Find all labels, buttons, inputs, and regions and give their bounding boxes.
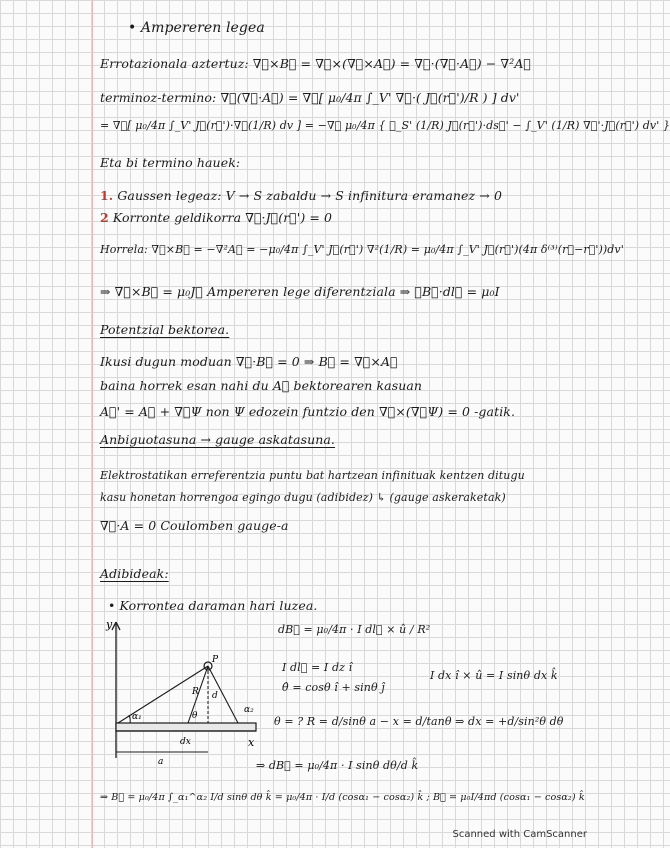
arc-alpha1 xyxy=(129,715,130,723)
line-coulomb-gauge: ∇⃗·A = 0 Coulomben gauge-a xyxy=(100,518,289,533)
line-baina: baina horrek esan nahi du A⃗ bektorearen kasuan xyxy=(100,378,423,393)
line-1: Errotazionala aztertuz: ∇⃗×B⃗ = ∇⃗×(∇⃗×A⃗) = ∇⃗·(∇⃗·A⃗) − ∇²A⃗ xyxy=(100,56,531,71)
line-2: terminoz-termino: ∇⃗(∇⃗·A⃗) = ∇⃗[ μ₀/4π ∫_V' ∇⃗·( J⃗(r⃗')/R ) ] dv' xyxy=(100,90,520,105)
y-axis-label: y xyxy=(106,618,113,631)
eq-dB-final: ⇒ dB⃗ = μ₀/4π · I sinθ dθ/d k̂ xyxy=(256,759,419,772)
line-gauge-transform: A⃗' = A⃗ + ∇⃗Ψ non Ψ edozein funtzio den ∇⃗×(∇⃗Ψ) = 0 -gatik. xyxy=(100,404,516,419)
line-anbiguotasuna: Anbiguotasuna → gauge askatasuna. xyxy=(100,432,336,447)
eq-B-final: ⇒ B⃗ = μ₀/4π ∫_α₁^α₂ I/d sinθ dθ k̂ = μ₀/4π · I/d (cosα₁ − cosα₂) k̂ ; B⃗ = μ₀I/4πd (cosα₁ − cosα₂) k̂ xyxy=(100,792,585,803)
a-label: a xyxy=(158,757,164,767)
line-3: = ∇⃗[ μ₀/4π ∫_V' J⃗(r⃗')·∇⃗(1/R) dv ] = −∇⃗ μ₀/4π { ∮_S' (1/R) J⃗(r⃗')·ds⃗' − ∫_V' (1/R) ∇⃗'·J⃗(r⃗') dv' } xyxy=(100,119,670,132)
eq-theta-R: θ = ? R = d/sinθ a − x = d/tanθ ⇒ dx = +d/sin²θ dθ xyxy=(274,715,564,728)
x-axis-label: x xyxy=(248,736,255,749)
line-kasu: kasu honetan horrengoa egingo dugu (adibidez) ↳ (gauge askeraketak) xyxy=(100,491,506,504)
page-title: • Ampereren legea xyxy=(128,20,265,36)
margin-line xyxy=(92,0,93,848)
theta-label: θ xyxy=(192,711,198,721)
alpha1-label: α₁ xyxy=(132,712,142,722)
section-potential: Potentzial bektorea. xyxy=(100,322,230,337)
alpha2-label: α₂ xyxy=(244,705,254,715)
item-1-text: Gaussen legeaz: V → S zabaldu → S infinitura eramanez → 0 xyxy=(117,188,503,203)
eq-cross: I dx î × û = I sinθ dx k̂ xyxy=(430,669,558,682)
scanner-watermark: Scanned with CamScanner xyxy=(452,829,587,840)
P-label: P xyxy=(212,655,219,665)
line-hari-luzea: • Korrontea daraman hari luzea. xyxy=(108,598,318,613)
dx-label: dx xyxy=(180,737,191,747)
wire-figure xyxy=(96,618,266,772)
eq-theta-hat: θ̂ = cosθ î + sinθ ĵ xyxy=(282,681,385,694)
section-adibideak: Adibideak: xyxy=(100,566,169,581)
eq-dB: dB⃗ = μ₀/4π · I dl⃗ × û / R² xyxy=(278,623,431,636)
wire xyxy=(116,723,256,731)
line-elektrostatika: Elektrostatikan erreferentzia puntu bat hartzean infinituak kentzen ditugu xyxy=(100,469,525,482)
R-label: R xyxy=(192,687,199,697)
item-2: 2 Korronte geldikorra ∇⃗·J⃗(r⃗') = 0 xyxy=(100,210,333,225)
line-horrela: Horrela: ∇⃗×B⃗ = −∇²A⃗ = −μ₀/4π ∫_V' J⃗(r⃗') ∇²(1/R) = μ₀/4π ∫_V' J⃗(r⃗')(4π δ⁽³⁾(r⃗−r⃗'))dv' xyxy=(100,243,624,256)
line-ikusi: Ikusi dugun moduan ∇⃗·B⃗ = 0 ⇒ B⃗ = ∇⃗×A⃗ xyxy=(100,354,398,369)
line-ampere-diff: ⇒ ∇⃗×B⃗ = μ₀J⃗ Ampereren lege diferentziala ⇒ ∮B⃗·dl⃗ = μ₀I xyxy=(100,284,500,299)
item-2-text: Korronte geldikorra ∇⃗·J⃗(r⃗') = 0 xyxy=(112,210,333,225)
eq-Idl: I dl⃗ = I dz î xyxy=(282,661,353,674)
line-4: Eta bi termino hauek: xyxy=(100,155,241,170)
d-label: d xyxy=(212,691,218,701)
item-1: 1. Gaussen legeaz: V → S zabaldu → S infinitura eramanez → 0 xyxy=(100,188,503,203)
wire-diagram xyxy=(96,618,266,768)
